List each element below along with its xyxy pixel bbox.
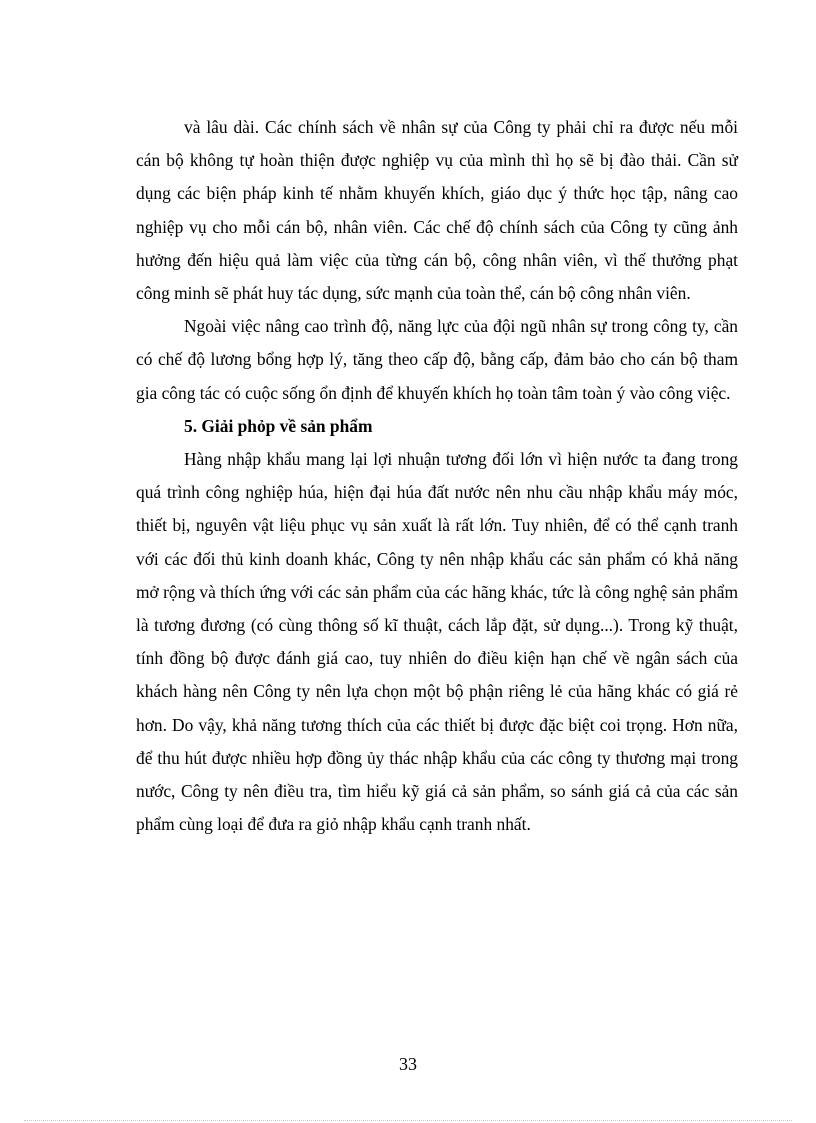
page-body (136, 111, 738, 841)
page-bottom-divider (24, 1120, 792, 1121)
paragraph-salary-regime: Ngoài việc nâng cao trình độ, năng lực của đội ngũ nhân sự trong công ty, cần có chế độ lương bổng hợp lý, tăng theo cấp độ, bằng cấp, đảm bảo cho cán bộ tham gia công tác có cuộc sống ổn định để khuyến khích họ toàn tâm toàn ý vào công việc. (136, 316, 738, 403)
paragraph-personnel-policy: và lâu dài. Các chính sách về nhân sự của Công ty phải chỉ ra được nếu mỗi cán bộ không tự hoàn thiện được nghiệp vụ của mình thì họ sẽ bị đào thải. Cần sử dụng các biện pháp kinh tế nhằm khuyến khích, giáo dục ý thức học tập, nâng cao nghiệp vụ cho mỗi cán bộ, nhân viên. Các chế độ chính sách của Công ty cũng ảnh hưởng đến hiệu quả làm việc của từng cán bộ, công nhân viên, vì thế thưởng phạt công minh sẽ phát huy tác dụng, sức mạnh của toàn thể, cán bộ công nhân viên. (136, 117, 738, 304)
section-heading-product-solution: 5. Giải phỏp về sản phẩm (184, 415, 373, 436)
page-number: 33 (399, 1054, 417, 1074)
paragraph-import-products: Hàng nhập khẩu mang lại lợi nhuận tương đối lớn vì hiện nước ta đang trong quá trình công nghiệp húa, hiện đại húa đất nước nên nhu cầu nhập khẩu máy móc, thiết bị, nguyên vật liệu phục vụ sản xuất là rất lớn. Tuy nhiên, để có thể cạnh tranh với các đối thủ kinh doanh khác, Công ty nên nhập khẩu các sản phẩm có khả năng mở rộng và thích ứng với các sản phẩm của các hãng khác, tức là công nghệ sản phẩm là tương đương (có cùng thông số kĩ thuật, cách lắp đặt, sử dụng...). Trong kỹ thuật, tính đồng bộ được đánh giá cao, tuy nhiên do điều kiện hạn chế về ngân sách của khách hàng nên Công ty nên lựa chọn một bộ phận riêng lẻ của hãng khác có giá rẻ hơn. Do vậy, khả năng tương thích của các thiết bị được đặc biệt coi trọng. Hơn nữa, để thu hút được nhiều hợp đồng ủy thác nhập khẩu của các công ty thương mại trong nước, Công ty nên điều tra, tìm hiểu kỹ giá cả sản phẩm, so sánh giá cả của các sản phẩm cùng loại để đưa ra giỏ nhập khẩu cạnh tranh nhất. (136, 449, 738, 835)
